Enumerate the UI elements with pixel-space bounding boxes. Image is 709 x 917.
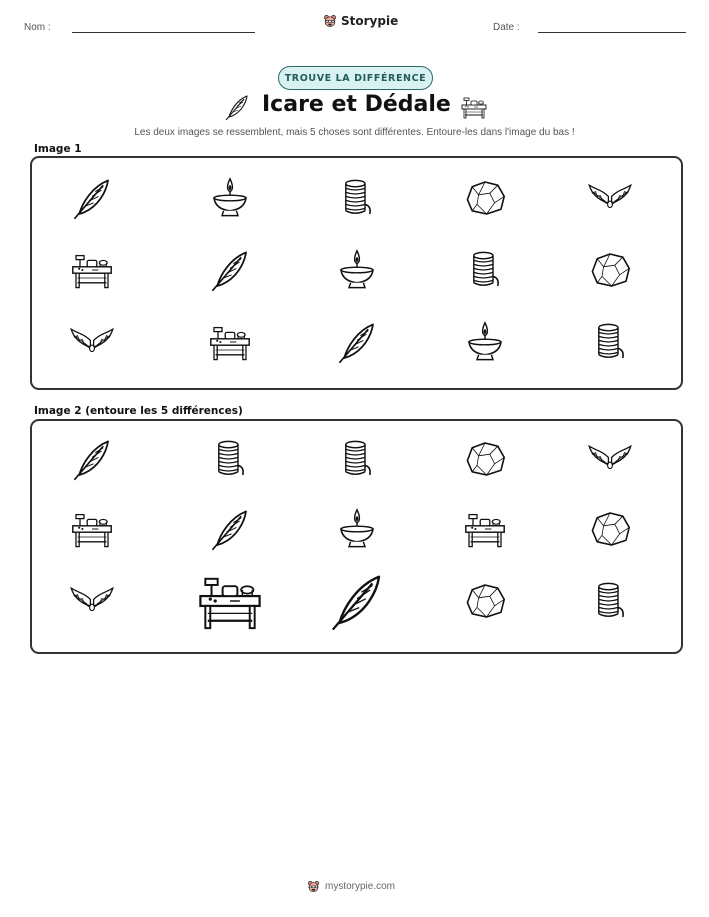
image2-cell[interactable] xyxy=(461,505,509,553)
feather-icon xyxy=(324,568,390,634)
image2-cell[interactable] xyxy=(206,505,254,553)
feather-icon xyxy=(333,318,381,366)
image2-cell[interactable] xyxy=(461,577,509,625)
image1-cell xyxy=(333,318,381,366)
image2-cell[interactable] xyxy=(586,577,634,625)
rock-icon xyxy=(461,577,509,625)
feather-icon xyxy=(206,246,254,294)
workbench-icon xyxy=(68,505,116,553)
feather-icon xyxy=(206,505,254,553)
workbench-icon xyxy=(461,505,509,553)
image2-cell[interactable] xyxy=(68,577,116,625)
oil-lamp-icon xyxy=(206,174,254,222)
date-label: Date : xyxy=(493,22,520,33)
name-field-line[interactable] xyxy=(72,32,255,33)
title-row xyxy=(0,92,709,124)
page-title: Icare et Dédale xyxy=(262,92,451,117)
image1-cell xyxy=(68,246,116,294)
rope-coil-icon xyxy=(586,577,634,625)
rope-coil-icon xyxy=(206,435,254,483)
rope-coil-icon xyxy=(586,318,634,366)
image2-label: Image 2 (entoure les 5 différences) xyxy=(34,405,243,417)
image2-cell[interactable] xyxy=(324,568,390,634)
feather-icon xyxy=(68,174,116,222)
image1-label: Image 1 xyxy=(34,143,82,155)
image1-cell xyxy=(586,174,634,222)
image1-cell xyxy=(461,174,509,222)
header xyxy=(0,0,709,40)
footer xyxy=(307,880,395,893)
image2-cell[interactable] xyxy=(586,505,634,553)
image2-cell[interactable] xyxy=(68,505,116,553)
oil-lamp-icon xyxy=(333,505,381,553)
workbench-icon xyxy=(68,246,116,294)
wings-icon xyxy=(586,174,634,222)
brand-logo xyxy=(323,14,398,28)
workbench-icon xyxy=(206,318,254,366)
image2-cell[interactable] xyxy=(68,435,116,483)
image1-cell xyxy=(68,174,116,222)
image1-cell xyxy=(206,318,254,366)
image2-panel[interactable] xyxy=(30,419,683,654)
date-field-line[interactable] xyxy=(538,32,686,33)
image1-cell xyxy=(333,174,381,222)
feather-icon xyxy=(68,435,116,483)
bear-icon xyxy=(307,880,320,893)
wings-icon xyxy=(586,435,634,483)
image1-cell xyxy=(586,318,634,366)
image2-cell[interactable] xyxy=(461,435,509,483)
activity-badge: TROUVE LA DIFFÉRENCE xyxy=(278,66,433,90)
name-label: Nom : xyxy=(24,22,51,33)
rope-coil-icon xyxy=(461,246,509,294)
image1-panel xyxy=(30,156,683,390)
image2-cell[interactable] xyxy=(333,435,381,483)
image1-cell xyxy=(461,246,509,294)
image1-cell xyxy=(68,318,116,366)
rock-icon xyxy=(586,246,634,294)
rock-icon xyxy=(586,505,634,553)
wings-icon xyxy=(68,577,116,625)
rope-coil-icon xyxy=(333,174,381,222)
image1-cell xyxy=(333,246,381,294)
rope-coil-icon xyxy=(333,435,381,483)
image1-cell xyxy=(461,318,509,366)
bear-icon xyxy=(323,14,337,28)
workbench-icon xyxy=(193,564,267,638)
footer-site: mystorypie.com xyxy=(325,881,396,892)
image2-cell[interactable] xyxy=(586,435,634,483)
instructions: Les deux images se ressemblent, mais 5 choses sont différentes. Entoure-les dans l'image du bas ! xyxy=(134,127,575,138)
image1-cell xyxy=(206,246,254,294)
image2-cell[interactable] xyxy=(193,564,267,638)
workbench-icon xyxy=(458,92,490,122)
rock-icon xyxy=(461,435,509,483)
image2-cell[interactable] xyxy=(206,435,254,483)
oil-lamp-icon xyxy=(333,246,381,294)
wings-icon xyxy=(68,318,116,366)
oil-lamp-icon xyxy=(461,318,509,366)
image2-cell[interactable] xyxy=(333,505,381,553)
image1-cell xyxy=(206,174,254,222)
brand-name: Storypie xyxy=(341,14,399,28)
feather-icon xyxy=(222,92,252,122)
image1-cell xyxy=(586,246,634,294)
rock-icon xyxy=(461,174,509,222)
